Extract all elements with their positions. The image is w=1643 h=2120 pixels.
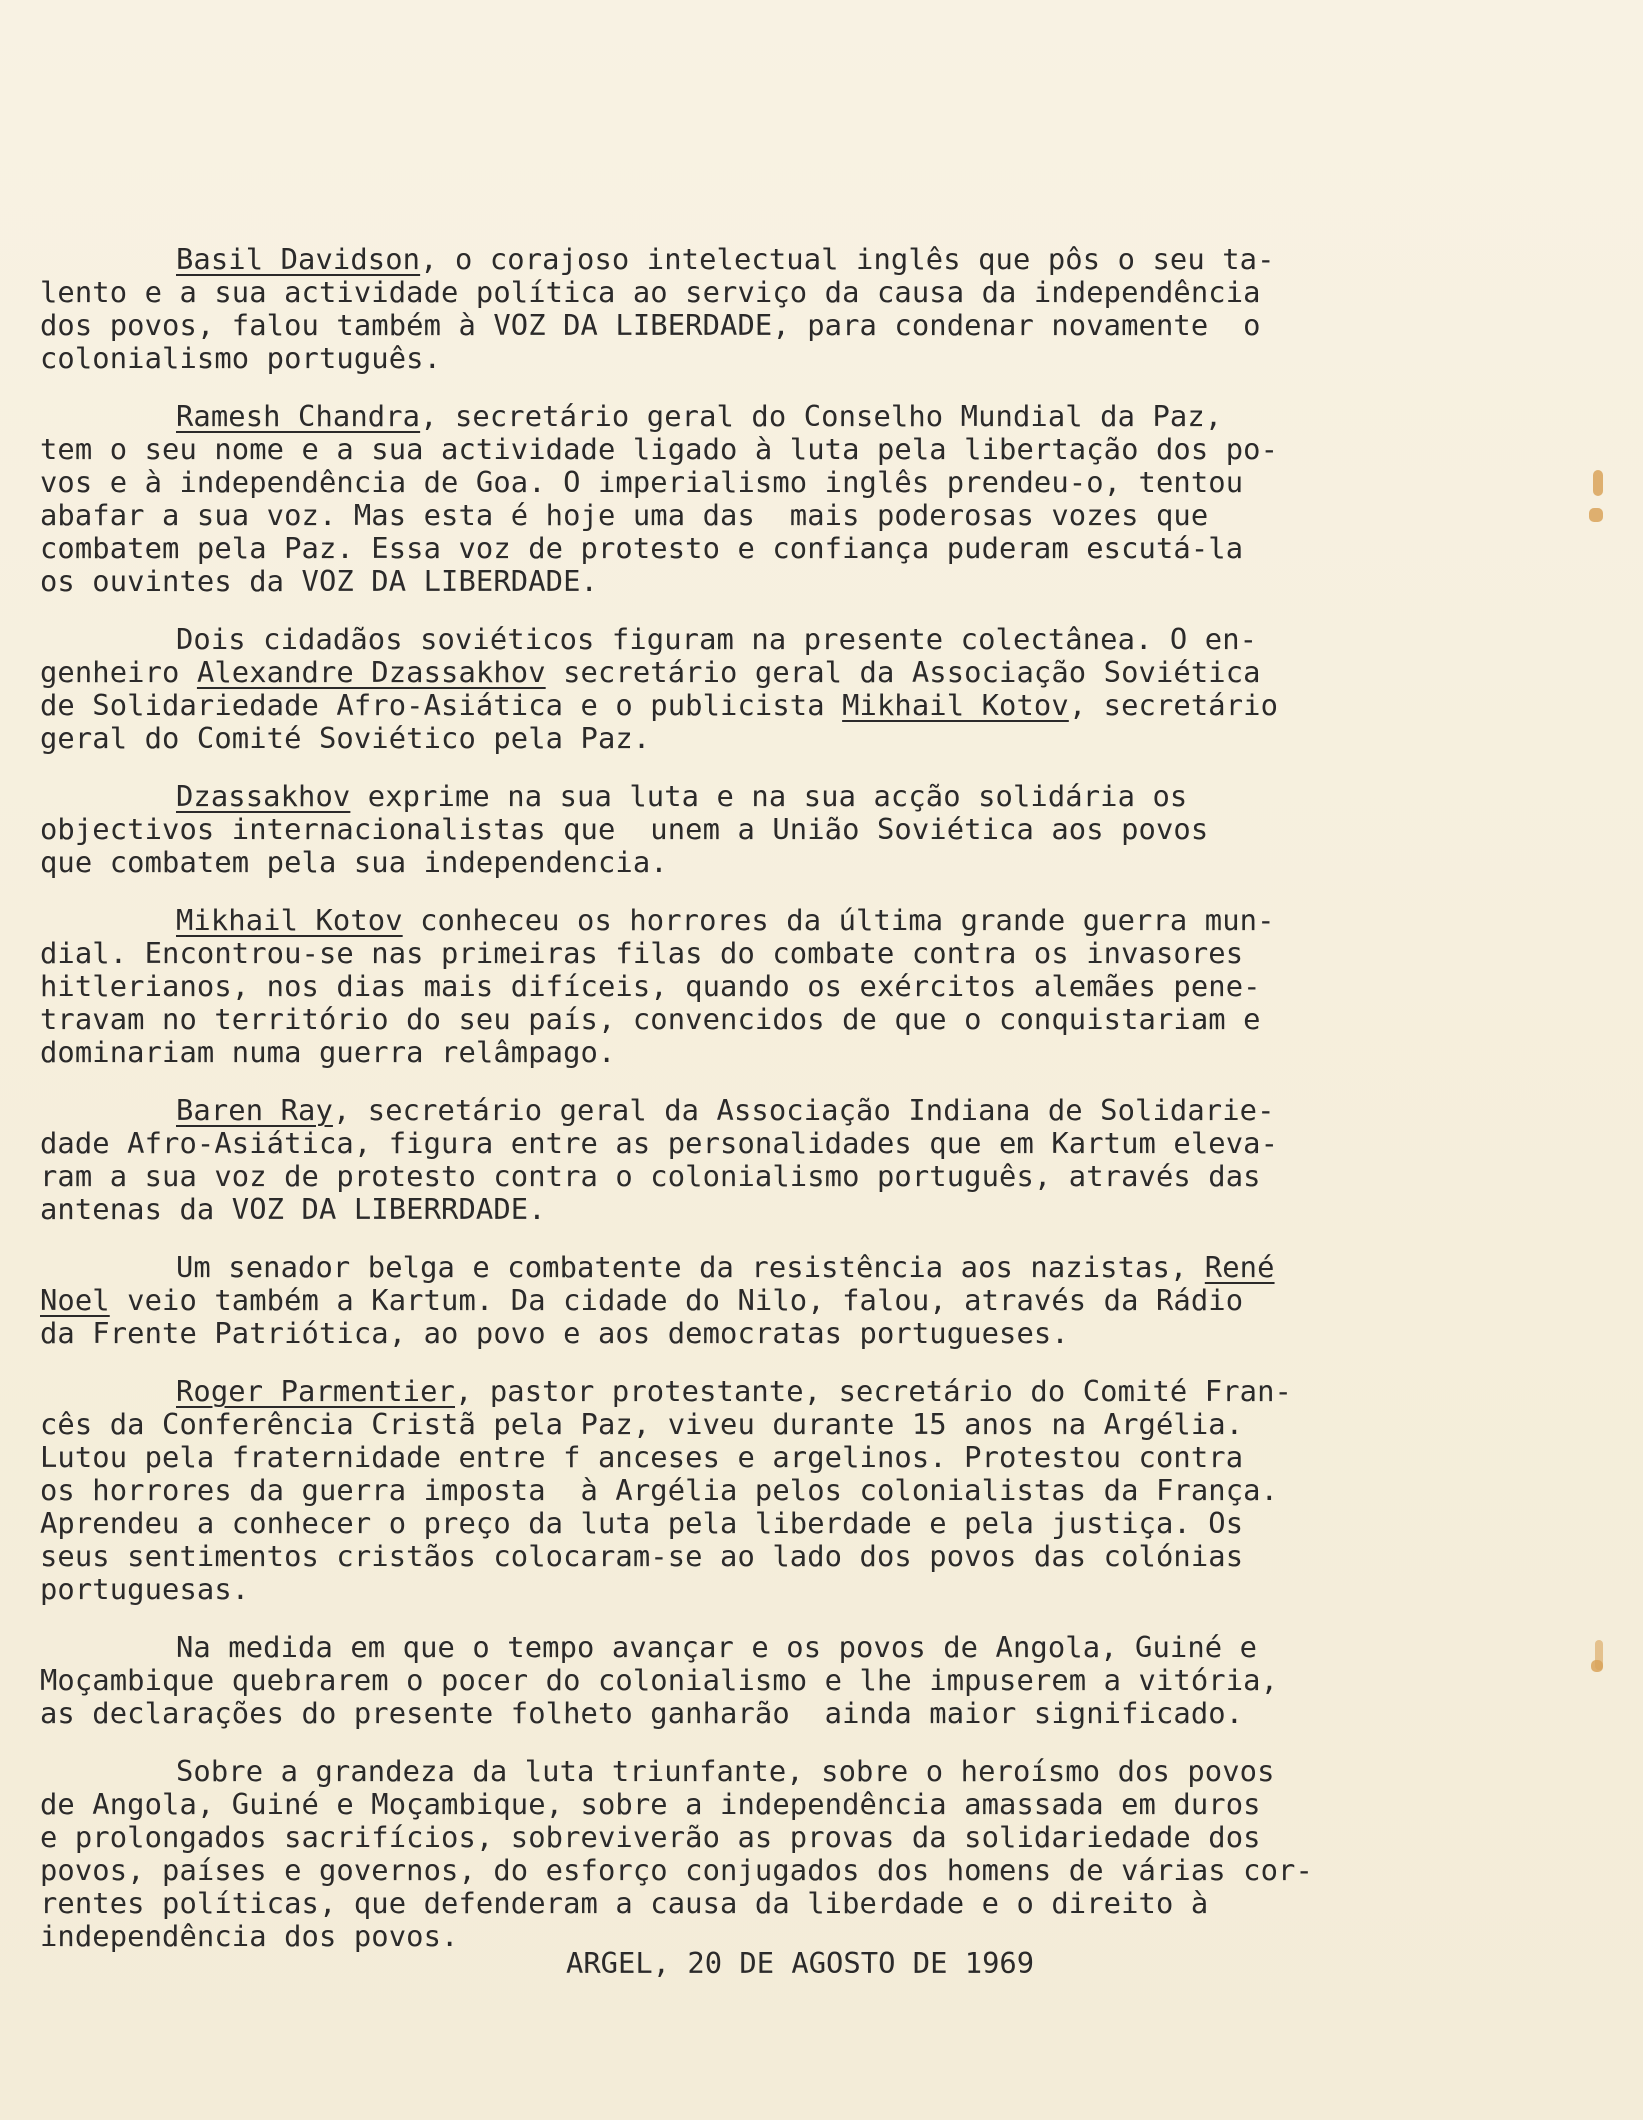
text-line — [40, 1284, 1460, 1317]
text-segment: Na medida em que o tempo avançar e os povos de Angola, Guiné e — [176, 1630, 1258, 1664]
text-segment: objectivos internacionalistas que unem a União Soviética aos povos — [40, 812, 1209, 846]
text-segment: tem o seu nome e a sua actividade ligado à luta pela libertação dos po- — [40, 432, 1279, 466]
text-line — [40, 1887, 1460, 1920]
text-line — [40, 623, 1460, 656]
text-line — [40, 532, 1460, 565]
paper-stain-mark — [1589, 508, 1603, 522]
text-segment: Lutou pela fraternidade entre f anceses e argelinos. Protestou contra — [40, 1440, 1244, 1474]
text-segment: Um senador belga e combatente da resistência aos nazistas, — [176, 1250, 1205, 1284]
text-segment: as declarações do presente folheto ganharão ainda maior significado. — [40, 1696, 1244, 1730]
text-segment: dade Afro-Asiática, figura entre as personalidades que em Kartum eleva- — [40, 1126, 1279, 1160]
text-segment: antenas da VOZ DA LIBERRDADE. — [40, 1192, 546, 1226]
text-segment: , secretário — [1068, 688, 1279, 722]
paragraph — [40, 400, 1460, 598]
text-segment: veio também a Kartum. Da cidade do Nilo, falou, através da Rádio — [109, 1283, 1244, 1317]
text-segment: exprime na sua luta e na sua acção solidária os — [350, 779, 1188, 813]
text-segment: os horrores da guerra imposta à Argélia pelos colonialistas da França. — [40, 1473, 1279, 1507]
text-line — [40, 1094, 1460, 1127]
text-line — [40, 1127, 1460, 1160]
text-segment: independência dos povos. — [40, 1919, 459, 1953]
paragraph — [40, 243, 1460, 375]
text-line — [40, 499, 1460, 532]
text-segment: os ouvintes da VOZ DA LIBERDADE. — [40, 564, 598, 598]
text-line — [40, 904, 1460, 937]
text-line — [40, 1160, 1460, 1193]
paragraph — [40, 1375, 1460, 1606]
text-segment: secretário geral da Associação Soviética — [545, 655, 1261, 689]
text-line — [40, 970, 1460, 1003]
text-line — [40, 565, 1460, 598]
underlined-name: Noel — [40, 1283, 110, 1317]
text-segment: Aprendeu a conhecer o preço da luta pela liberdade e pela justiça. Os — [40, 1506, 1244, 1540]
paragraph — [40, 780, 1460, 879]
text-segment: dial. Encontrou-se nas primeiras filas do combate contra os invasores — [40, 936, 1244, 970]
text-segment: vos e à independência de Goa. O imperialismo inglês prendeu-o, tentou — [40, 465, 1244, 499]
text-segment: seus sentimentos cristãos colocaram-se ao lado dos povos das colónias — [40, 1539, 1244, 1573]
text-line — [40, 813, 1460, 846]
text-line — [40, 1408, 1460, 1441]
text-line — [40, 1821, 1460, 1854]
document-body — [40, 243, 1460, 1978]
text-line — [40, 1036, 1460, 1069]
text-segment: geral do Comité Soviético pela Paz. — [40, 721, 651, 755]
text-segment: hitlerianos, nos dias mais difíceis, quando os exércitos alemães pene- — [40, 969, 1261, 1003]
text-line — [40, 846, 1460, 879]
text-line — [40, 1003, 1460, 1036]
text-segment: dos povos, falou também à VOZ DA LIBERDADE, para condenar novamente o — [40, 308, 1261, 342]
paragraph — [40, 1631, 1460, 1730]
underlined-name: Baren Ray — [176, 1093, 333, 1127]
text-line — [40, 243, 1460, 276]
text-segment: Dois cidadãos soviéticos figuram na presente colectânea. O en- — [176, 622, 1258, 656]
text-segment: lento e a sua actividade política ao serviço da causa da independência — [40, 275, 1261, 309]
text-line — [40, 1507, 1460, 1540]
text-segment: abafar a sua voz. Mas esta é hoje uma das mais poderosas vozes que — [40, 498, 1209, 532]
text-line — [40, 276, 1460, 309]
text-segment: Moçambique quebrarem o pocer do colonialismo e lhe impuserem a vitória, — [40, 1663, 1279, 1697]
text-segment: conheceu os horrores da última grande guerra mun- — [402, 903, 1275, 937]
paper-stain-mark — [1595, 1640, 1603, 1670]
text-segment: de Angola, Guiné e Moçambique, sobre a independência amassada em duros — [40, 1787, 1261, 1821]
underlined-name: Roger Parmentier — [176, 1374, 455, 1408]
text-line — [40, 780, 1460, 813]
text-line — [40, 1854, 1460, 1887]
text-line — [40, 466, 1460, 499]
text-line — [40, 1573, 1460, 1606]
text-segment: Sobre a grandeza da luta triunfante, sobre o heroísmo dos povos — [176, 1754, 1275, 1788]
text-line — [40, 1193, 1460, 1226]
underlined-name: Ramesh Chandra — [176, 399, 421, 433]
paragraph — [40, 1755, 1460, 1953]
text-segment: , o corajoso intelectual inglês que pôs o seu ta- — [420, 242, 1275, 276]
text-segment: ram a sua voz de protesto contra o colonialismo português, através das — [40, 1159, 1261, 1193]
text-segment: , secretário geral da Associação Indiana de Solidarie- — [332, 1093, 1275, 1127]
text-line — [40, 1474, 1460, 1507]
text-line — [40, 937, 1460, 970]
text-segment: e prolongados sacrifícios, sobreviverão as provas da solidariedade dos — [40, 1820, 1261, 1854]
text-segment: que combatem pela sua independencia. — [40, 845, 668, 879]
text-segment: combatem pela Paz. Essa voz de protesto e confiança puderam escutá-la — [40, 531, 1244, 565]
text-line — [40, 1375, 1460, 1408]
text-segment: travam no território do seu país, convencidos de que o conquistariam e — [40, 1002, 1261, 1036]
text-line — [40, 309, 1460, 342]
text-line — [40, 1664, 1460, 1697]
text-segment: colonialismo português. — [40, 341, 442, 375]
text-line — [40, 433, 1460, 466]
text-line — [40, 1317, 1460, 1350]
underlined-name: Mikhail Kotov — [176, 903, 403, 937]
text-segment: genheiro — [40, 655, 197, 689]
text-line — [40, 1631, 1460, 1664]
underlined-name: Dzassakhov — [176, 779, 351, 813]
underlined-name: Alexandre Dzassakhov — [196, 655, 546, 689]
text-line — [40, 1697, 1460, 1730]
text-segment: cês da Conferência Cristã pela Paz, viveu durante 15 anos na Argélia. — [40, 1407, 1244, 1441]
text-segment: portuguesas. — [40, 1572, 250, 1606]
text-line — [40, 342, 1460, 375]
text-segment: da Frente Patriótica, ao povo e aos democratas portugueses. — [40, 1316, 1069, 1350]
paragraph — [40, 904, 1460, 1069]
text-segment: dominariam numa guerra relâmpago. — [40, 1035, 616, 1069]
text-line — [40, 1540, 1460, 1573]
text-line — [40, 689, 1460, 722]
text-line — [40, 400, 1460, 433]
text-segment: , secretário geral do Conselho Mundial da Paz, — [420, 399, 1223, 433]
text-segment: de Solidariedade Afro-Asiática e o publicista — [40, 688, 843, 722]
underlined-name: Basil Davidson — [176, 242, 421, 276]
underlined-name: Mikhail Kotov — [842, 688, 1069, 722]
underlined-name: René — [1204, 1250, 1275, 1284]
paragraph — [40, 1251, 1460, 1350]
paper-stain-mark — [1593, 470, 1603, 496]
closing-dateline: ARGEL, 20 DE AGOSTO DE 1969 — [566, 1946, 1035, 1980]
text-segment: , pastor protestante, secretário do Comité Fran- — [455, 1374, 1292, 1408]
text-line — [40, 722, 1460, 755]
text-line — [40, 1251, 1460, 1284]
text-line — [40, 656, 1460, 689]
text-segment: rentes políticas, que defenderam a causa da liberdade e o direito à — [40, 1886, 1209, 1920]
text-segment: povos, países e governos, do esforço conjugados dos homens de várias cor- — [40, 1853, 1313, 1887]
text-line — [40, 1441, 1460, 1474]
text-line — [40, 1788, 1460, 1821]
paragraph — [40, 623, 1460, 755]
paragraph — [40, 1094, 1460, 1226]
text-line — [40, 1755, 1460, 1788]
